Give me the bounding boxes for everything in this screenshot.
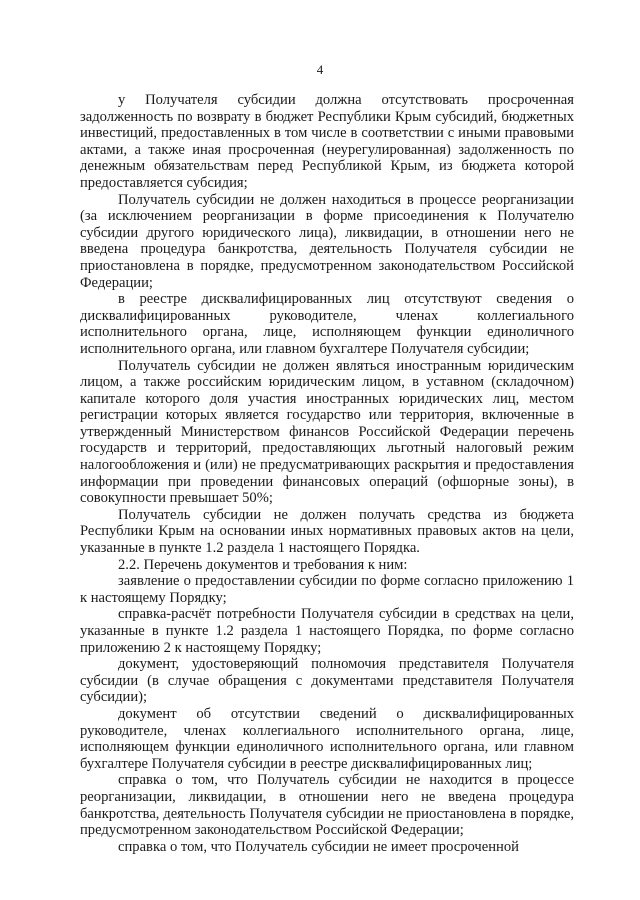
- paragraph-overdue-certificate: справка о том, что Получатель субсидии не имеет просроченной: [118, 838, 519, 855]
- paragraph-calculation-certificate: справка-расчёт потребности Получателя субсидии в средствах на цели, указанные в пункте 1.2 раздела 1 настоящего Порядка, по форме согласно приложению 2 к настоящему Порядку;: [80, 606, 574, 656]
- paragraph-no-disqualified-info: документ об отсутствии сведений о дисквалифицированных руководителе, членах коллегиального исполнительного органа, лице, исполняющем функции единоличного исполнительного органа, или главном бухгалтере Получателя субсидии в реестре дисквалифицированных лиц;: [80, 705, 574, 772]
- section-heading-documents: 2.2. Перечень документов и требования к ним:: [118, 556, 408, 573]
- paragraph-no-other-funding: Получатель субсидии не должен получать средства из бюджета Республики Крым на основании иных нормативных правовых актов на цели, указанные в пункте 1.2 раздела 1 настоящего Порядка.: [80, 506, 574, 557]
- paragraph-authority-document: документ, удостоверяющий полномочия представителя Получателя субсидии (в случае обращения с документами представителя Получателя субсидии);: [80, 656, 574, 706]
- document-body: [80, 92, 574, 855]
- paragraph-reorganization-certificate: справка о том, что Получатель субсидии не находится в процессе реорганизации, ликвидации, в отношении него не введена процедура банкротства, деятельность Получателя субсидии не приостановлена в порядке, предусмотренном законодательством Российской Федерации;: [80, 772, 574, 839]
- paragraph-application: заявление о предоставлении субсидии по форме согласно приложению 1 к настоящему Порядку;: [80, 573, 574, 606]
- paragraph-no-overdue-debt: у Получателя субсидии должна отсутствовать просроченная задолженность по возврату в бюджет Республики Крым субсидий, бюджетных инвестиций, предоставленных в том числе в соответствии с иными правовыми актами, а также иная просроченная (неурегулированная) задолженность по денежным обязательствам перед Республикой Крым, из бюджета которой предоставляется субсидия;: [80, 92, 574, 191]
- paragraph-no-reorganization: Получатель субсидии не должен находиться в процессе реорганизации (за исключением реорганизации в форме присоединения к Получателю субсидии другого юридического лица), ликвидации, в отношении него не введена процедура банкротства, деятельность Получателя субсидии не приостановлена в порядке, предусмотренном законодательством Российской Федерации;: [80, 191, 574, 291]
- paragraph-disqualified-registry: в реестре дисквалифицированных лиц отсутствуют сведения о дисквалифицированных руководителе, членах коллегиального исполнительного органа, лице, исполняющем функции единоличного исполнительного органа, или главном бухгалтере Получателя субсидии;: [80, 291, 574, 357]
- paragraph-not-foreign-entity: Получатель субсидии не должен являться иностранным юридическим лицом, а также российским юридическим лицом, в уставном (складочном) капитале которого доля участия иностранных юридических лиц, местом регистрации которых является государство или территория, включенные в утвержденный Министерством финансов Российской Федерации перечень государств и территорий, предоставляющих льготный налоговый режим налогообложения и (или) не предусматривающих раскрытия и предоставления информации при проведении финансовых операций (офшорные зоны), в совокупности превышает 50%;: [80, 357, 574, 507]
- page-number: 4: [316, 62, 324, 77]
